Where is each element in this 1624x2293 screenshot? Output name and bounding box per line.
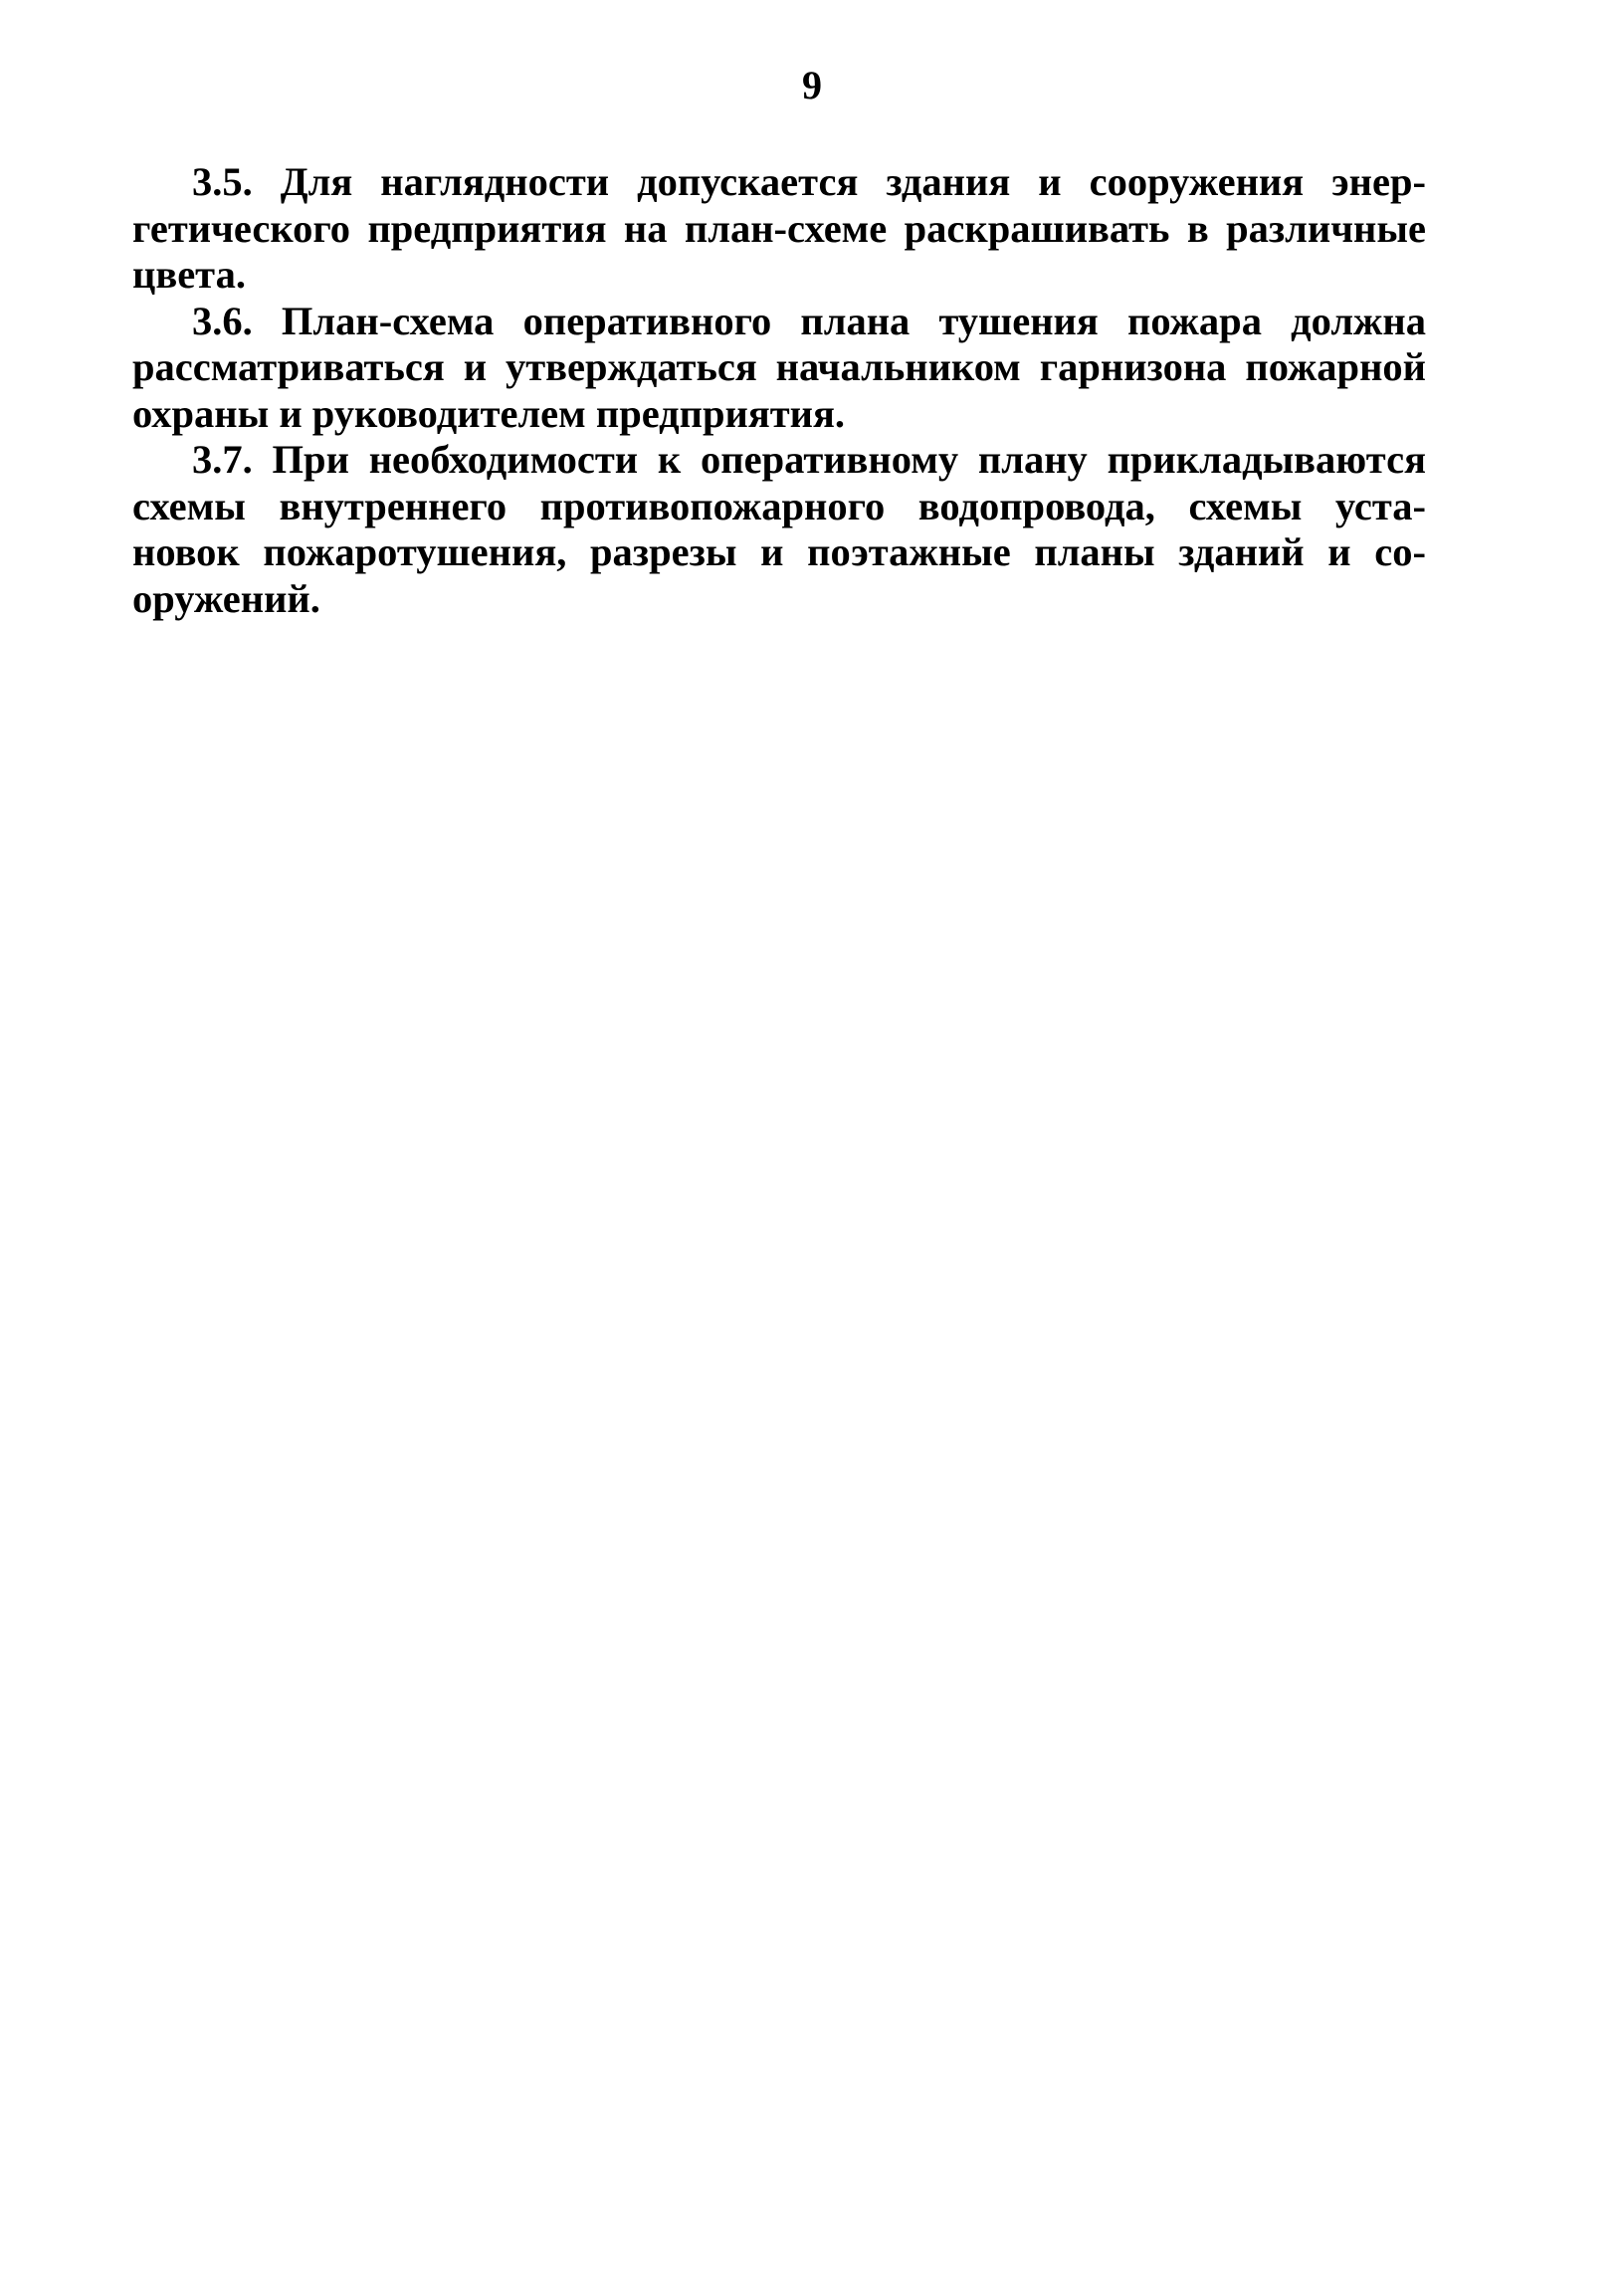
- document-body: [132, 159, 1426, 622]
- paragraph-3-5: [132, 159, 1426, 299]
- text-line: новок пожаротушения, разрезы и поэтажные планы зданий и со-: [132, 529, 1426, 574]
- text-line: 3.7. При необходимости к оперативному плану прикладываются: [192, 437, 1426, 482]
- text-line: рассматриваться и утверждаться начальником гарнизона пожарной: [132, 344, 1426, 389]
- text-line: охраны и руководителем предприятия.: [132, 390, 846, 436]
- text-line: цвета.: [132, 252, 246, 297]
- text-line: 3.6. План-схема оперативного плана тушения пожара должна: [192, 298, 1426, 343]
- text-line: схемы внутреннего противопожарного водопровода, схемы уста-: [132, 483, 1426, 528]
- text-line: 3.5. Для наглядности допускается здания и сооружения энер-: [192, 159, 1426, 204]
- paragraph-3-7: [132, 437, 1426, 622]
- text-line: гетического предприятия на план-схеме раскрашивать в различные: [132, 205, 1426, 251]
- paragraph-3-6: [132, 299, 1426, 438]
- page-number: 9: [802, 63, 822, 107]
- text-line: оружений.: [132, 575, 320, 621]
